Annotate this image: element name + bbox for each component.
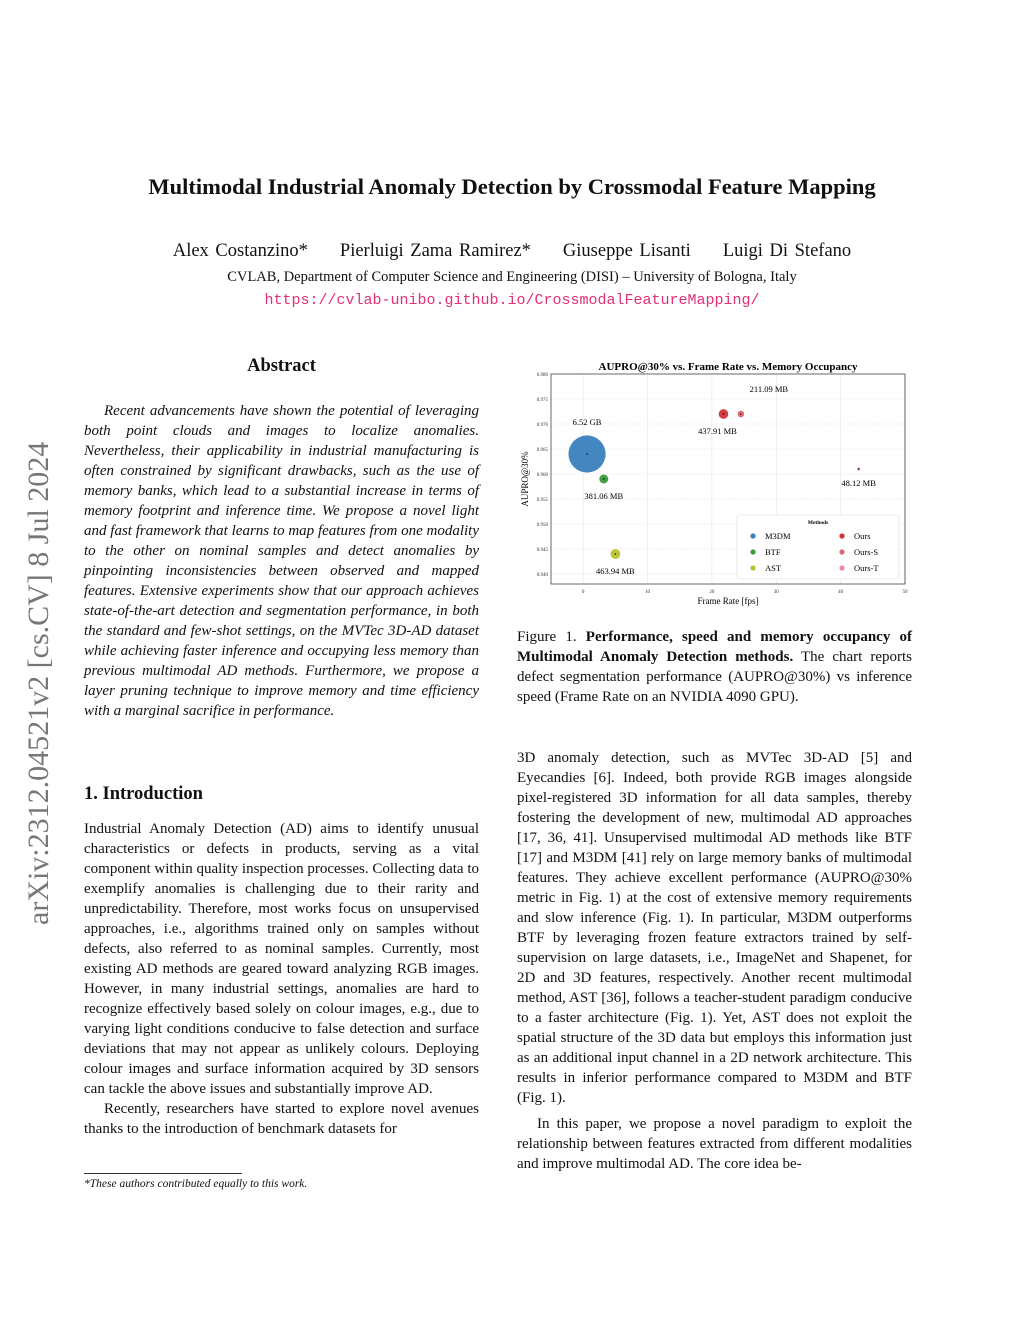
figure-caption [517, 627, 912, 707]
y-tick-label: 0.955 [536, 498, 548, 503]
y-tick-label: 0.980 [536, 373, 548, 378]
caption-label: Figure 1. [517, 629, 577, 645]
legend-label: Ours-T [854, 563, 879, 573]
memory-label: 48.12 MB [841, 478, 876, 488]
memory-label: 211.09 MB [749, 384, 789, 394]
x-axis-label: Frame Rate [fps] [697, 596, 759, 606]
chart-title: AUPRO@30% vs. Frame Rate vs. Memory Occupancy [598, 361, 858, 373]
figure-1-chart [515, 355, 915, 610]
author: Luigi Di Stefano [722, 241, 852, 261]
abstract-heading: Abstract [247, 356, 316, 376]
data-point-center [740, 413, 742, 415]
y-tick-label: 0.970 [536, 423, 548, 428]
y-tick-label: 0.960 [536, 473, 548, 478]
paragraph: Industrial Anomaly Detection (AD) aims to identify unusual characteristics or defects in products, serving as a vital component within quality inspection processes. Collecting data to exemplify anomalies is challenging due to their rarity and unpredictability. Therefore, most works focus on unsupervised approaches, i.e., algorithms trained only on samples without defects, also referred to as nominal samples. Currently, most existing AD methods are geared toward analyzing RGB images. However, in many industrial settings, anomalies are hard to recognize effectively based solely on colour images, e.g., due to varying light conditions conducive to false detection and surface deviations that may not appear as unlikely colours. Deploying colour images and surface information acquired by 3D sensors can tackle the above issues and substantially improve AD. [84, 821, 479, 1097]
legend-marker [839, 565, 844, 570]
data-point-center [586, 453, 588, 455]
footnote-divider [84, 1173, 242, 1174]
right-column-text [517, 748, 912, 1174]
x-tick-label: 10 [645, 590, 651, 595]
project-url-link[interactable]: https://cvlab-unibo.github.io/CrossmodalFeatureMapping/ [264, 292, 760, 309]
x-tick-label: 50 [902, 590, 908, 595]
legend-marker [839, 533, 844, 538]
legend-label: Ours-S [854, 547, 879, 557]
memory-label: 463.94 MB [595, 566, 635, 576]
author: Alex Costanzino* [172, 241, 308, 261]
data-point-center [603, 478, 605, 480]
y-tick-label: 0.975 [536, 398, 548, 403]
author-list [0, 241, 1024, 262]
y-tick-label: 0.940 [536, 573, 548, 578]
introduction-text [84, 819, 479, 1139]
legend-marker [750, 549, 755, 554]
x-tick-label: 20 [709, 590, 715, 595]
y-tick-label: 0.945 [536, 548, 548, 553]
author: Giuseppe Lisanti [562, 241, 691, 261]
legend-label: AST [765, 563, 782, 573]
data-point-center [615, 553, 617, 555]
legend-marker [750, 565, 755, 570]
legend-marker [839, 549, 844, 554]
affiliation: CVLAB, Department of Computer Science and Engineering (DISI) – University of Bologna, Italy [227, 269, 797, 285]
memory-label: 6.52 GB [572, 417, 602, 427]
abstract-text [84, 401, 479, 721]
paragraph: 3D anomaly detection, such as MVTec 3D-AD [5] and Eyecandies [6]. Indeed, both provide RGB images alongside pixel-registered 3D information for all data samples, thereby fostering the development of new, multimodal AD approaches [17, 36, 41]. Unsupervised multimodal AD methods like BTF [17] and M3DM [41] rely on large memory banks of multimodal features. They achieve excellent performance (AUPRO@30% metric in Fig. 1) at the cost of extensive memory requirements and slow inference (Fig. 1). In particular, M3DM outperforms BTF by leveraging frozen feature extractors trained by self-supervision on large datasets, i.e., ImageNet and Shapenet, for 2D and 3D features, respectively. Another recent multimodal method, AST [36], follows a teacher-student paradigm conducive to a faster architecture (Fig. 1). Yet, AST does not exploit the spatial structure of the 3D data but employs this information just as an additional input channel in a 2D network architecture. This results in inferior performance compared to M3DM and BTF (Fig. 1). [517, 750, 912, 1106]
data-point-center [723, 413, 725, 415]
memory-label: 437.91 MB [698, 426, 737, 436]
paragraph: Recently, researchers have started to explore novel avenues thanks to the introduction of benchmark datasets for [84, 1101, 479, 1137]
y-axis-label: AUPRO@30% [520, 451, 530, 507]
y-tick-label: 0.950 [536, 523, 548, 528]
y-tick-label: 0.965 [536, 448, 548, 453]
caption-text: The chart reports defect segmentation performance (AUPRO@30%) vs inference speed (Frame Rate on an NVIDIA 4090 GPU). [517, 649, 912, 705]
x-tick-label: 30 [773, 590, 779, 595]
legend-title: Methods [807, 520, 829, 526]
arxiv-identifier: arXiv:2312.04521v2 [cs.CV] 8 Jul 2024 [22, 441, 55, 925]
memory-label: 381.06 MB [584, 491, 624, 501]
footnote: *These authors contributed equally to this work. [84, 1178, 308, 1190]
data-point-center [858, 468, 860, 470]
paragraph: In this paper, we propose a novel paradigm to exploit the relationship between features extracted from different modalities and improve multimodal AD. The core idea be- [517, 1116, 912, 1172]
x-tick-label: 0 [581, 590, 585, 595]
section-heading-introduction: 1. Introduction [84, 784, 203, 804]
abstract-paragraph: Recent advancements have shown the potential of leveraging both point clouds and images to localize anomalies. Nevertheless, their applicability in industrial manufacturing is often constrained by significant drawbacks, such as the use of memory banks, which lead to a substantial increase in terms of memory footprint and inference time. We propose a novel light and fast framework that learns to map features from one modality to the other on nominal samples and detect anomalies by pinpointing inconsistencies between observed and mapped features. Extensive experiments show that our approach achieves state-of-the-art detection and segmentation performance, in both the standard and few-shot settings, on the MVTec 3D-AD dataset while achieving faster inference and occupying less memory than previous multimodal AD methods. Furthermore, we propose a layer pruning technique to improve memory and time efficiency with a marginal sacrifice in performance. [84, 403, 479, 719]
legend-label: Ours [854, 531, 871, 541]
author: Pierluigi Zama Ramirez* [339, 241, 531, 261]
legend-marker [750, 533, 755, 538]
caption-bold: Performance, speed and memory occupancy of Multimodal Anomaly Detection methods. [517, 629, 913, 665]
legend-label: BTF [765, 547, 781, 557]
x-tick-label: 40 [838, 590, 844, 595]
legend-label: M3DM [765, 531, 791, 541]
paper-title: Multimodal Industrial Anomaly Detection by Crossmodal Feature Mapping [148, 174, 876, 199]
